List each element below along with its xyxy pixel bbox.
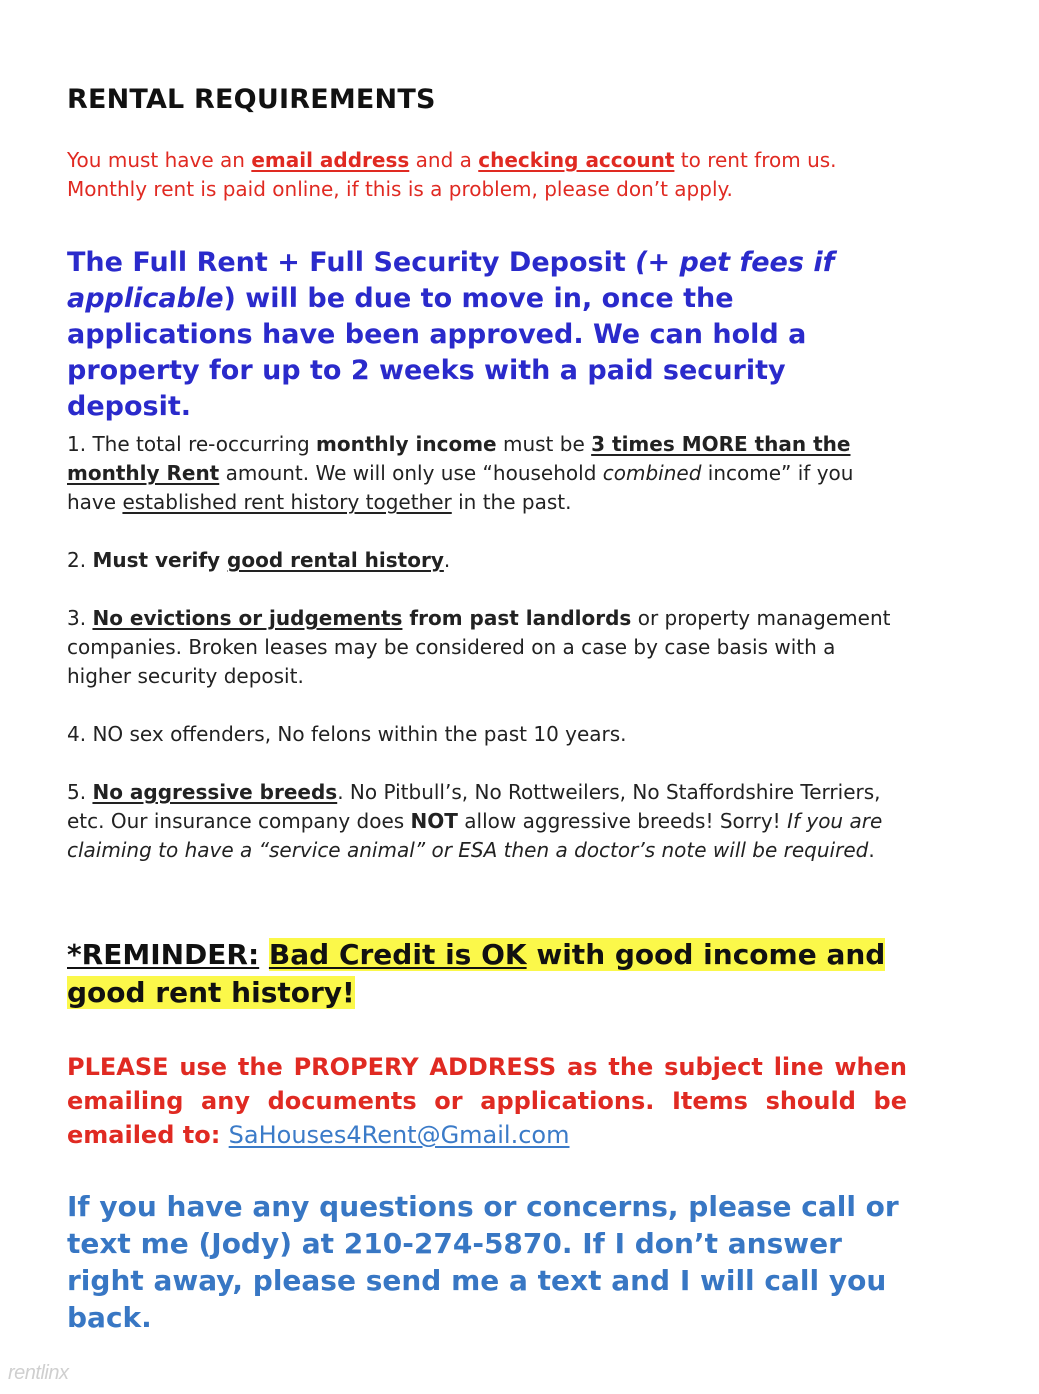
req-underline: established rent history together (122, 490, 452, 514)
req-underline: No evictions or judgements (92, 606, 403, 630)
deposit-notice (67, 245, 907, 425)
rentlinx-watermark: rentlinx (8, 1362, 69, 1384)
contact-text: If you have any questions or concerns, please call or text me (Jody) at 210-274-5870. If I don’t answer right away, please send me a text and I will call you back. (67, 1190, 899, 1334)
reminder-callout (67, 936, 887, 1012)
req-text: 5. (67, 780, 93, 804)
req-bold: from past landlords (402, 606, 632, 630)
requirement-3 (67, 604, 897, 691)
req-text: or property management companies. Broken leases may be considered on a case by case basis with a higher security deposit. (67, 606, 891, 688)
requirement-2 (67, 546, 897, 575)
reminder-label: *REMINDER: (67, 938, 260, 971)
req-text: must be (496, 432, 592, 456)
deposit-text: The Full Rent + Full Security Deposit (67, 247, 636, 278)
req-text: 3. (67, 606, 93, 630)
req-text: amount. We will only use “household (219, 461, 603, 485)
contact-email-link[interactable]: SaHouses4Rent@Gmail.com (228, 1121, 570, 1149)
req-italic: If you are claiming to have a “service animal” or ESA then a doctor’s note will be required (67, 809, 883, 862)
requirement-1 (67, 430, 897, 517)
intro-text: and a (409, 148, 479, 172)
req-text: 2. (67, 548, 93, 572)
req-italic: combined (602, 461, 702, 485)
req-text: in the past. (451, 490, 572, 514)
req-underline: good rental history (227, 548, 444, 572)
req-text: 1. The total re-occurring (67, 432, 317, 456)
checking-account-requirement: checking account (478, 148, 675, 172)
applicable-text: applicable (67, 283, 224, 314)
req-underline: No aggressive breeds (92, 780, 338, 804)
req-text: income” if you have (67, 461, 854, 514)
req-text: 4. NO sex offenders, No felons within the past 10 years. (67, 722, 627, 746)
req-underline: 3 times MORE than the monthly Rent (67, 432, 851, 485)
pet-fees-text: (+ pet fees if (635, 247, 835, 278)
req-text: allow aggressive breeds! Sorry! (457, 809, 788, 833)
contact-notice (67, 1188, 907, 1336)
req-text: . (443, 548, 451, 572)
intro-online-payment: Monthly rent is paid online, if this is a problem, please don’t apply. (67, 177, 733, 201)
req-bold: NOT (410, 809, 458, 833)
intro-notice (67, 146, 917, 204)
req-text: . (868, 838, 875, 862)
req-bold: monthly income (316, 432, 497, 456)
requirement-5 (67, 778, 897, 865)
req-text: . No Pitbull’s, No Rottweilers, No Staffordshire Terriers, etc. Our insurance company does (67, 780, 881, 833)
reminder-highlight-credit: Bad Credit is OK (268, 938, 527, 971)
email-instructions-text: PLEASE use the PROPERY ADDRESS as the subject line when emailing any documents or applications. Items should be emailed to: (67, 1053, 907, 1149)
req-bold: Must verify (92, 548, 228, 572)
page-title: RENTAL REQUIREMENTS (67, 84, 436, 115)
intro-text: to rent from us. (674, 148, 837, 172)
requirement-4 (67, 720, 897, 749)
deposit-text-rest: ) will be due to move in, once the applications have been approved. We can hold a property for up to 2 weeks with a paid security deposit. (67, 283, 807, 422)
email-address-requirement: email address (251, 148, 410, 172)
reminder-highlight-rest: with good income and good rent history! (67, 938, 886, 1009)
email-instructions (67, 1050, 907, 1152)
intro-text: You must have an (67, 148, 252, 172)
